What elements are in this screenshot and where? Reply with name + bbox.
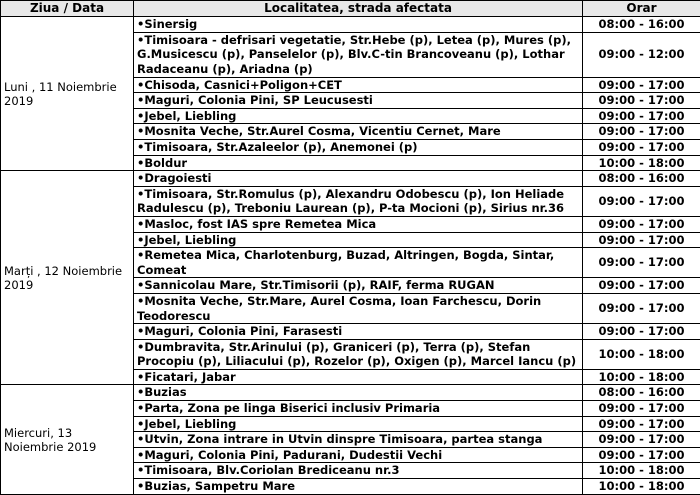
location-cell: •Utvin, Zona intrare in Utvin dinspre Timisoara, partea stanga xyxy=(134,432,583,448)
time-cell: 09:00 - 17:00 xyxy=(583,401,700,417)
table-row xyxy=(1,17,700,33)
location-cell: •Dragoiesti xyxy=(134,171,583,187)
table-body xyxy=(1,17,700,495)
time-cell: 09:00 - 17:00 xyxy=(583,93,700,109)
header-row xyxy=(1,1,700,17)
location-cell: •Maguri, Colonia Pini, Farasesti xyxy=(134,324,583,340)
location-cell: •Timisoara, Blv.Coriolan Brediceanu nr.3 xyxy=(134,463,583,479)
time-cell: 10:00 - 18:00 xyxy=(583,155,700,171)
day-cell: Miercuri, 13 Noiembrie 2019 xyxy=(1,385,134,494)
location-cell: •Timisoara, Str.Azaleelor (p), Anemonei (p) xyxy=(134,139,583,155)
location-cell: •Jebel, Liebling xyxy=(134,232,583,248)
location-cell: •Timisoara - defrisari vegetatie, Str.Hebe (p), Letea (p), Mures (p), G.Musicescu (p), Panselelor (p), Blv.C-tin Brancoveanu (p), Lothar Radaceanu (p), Ariadna (p) xyxy=(134,32,583,77)
time-cell: 09:00 - 17:00 xyxy=(583,232,700,248)
header-day: Ziua / Data xyxy=(1,1,134,17)
location-cell: •Maguri, Colonia Pini, Padurani, Dudestii Vechi xyxy=(134,447,583,463)
time-cell: 09:00 - 17:00 xyxy=(583,139,700,155)
time-cell: 09:00 - 12:00 xyxy=(583,32,700,77)
location-cell: •Maguri, Colonia Pini, SP Leucusesti xyxy=(134,93,583,109)
table-header xyxy=(1,1,700,17)
day-cell: Luni , 11 Noiembrie 2019 xyxy=(1,17,134,171)
location-cell: •Chisoda, Casnici+Poligon+CET xyxy=(134,77,583,93)
table-row xyxy=(1,385,700,401)
time-cell: 09:00 - 17:00 xyxy=(583,186,700,216)
location-cell: •Jebel, Liebling xyxy=(134,416,583,432)
time-cell: 09:00 - 17:00 xyxy=(583,416,700,432)
day-cell: Marți , 12 Noiembrie 2019 xyxy=(1,171,134,385)
location-cell: •Mosnita Veche, Str.Mare, Aurel Cosma, Ioan Farchescu, Dorin Teodorescu xyxy=(134,293,583,323)
location-cell: •Sannicolau Mare, Str.Timisorii (p), RAIF, ferma RUGAN xyxy=(134,278,583,294)
time-cell: 10:00 - 18:00 xyxy=(583,369,700,385)
time-cell: 09:00 - 17:00 xyxy=(583,447,700,463)
time-cell: 08:00 - 16:00 xyxy=(583,385,700,401)
location-cell: •Ficatari, Jabar xyxy=(134,369,583,385)
time-cell: 10:00 - 18:00 xyxy=(583,479,700,495)
time-cell: 10:00 - 18:00 xyxy=(583,463,700,479)
header-location: Localitatea, strada afectata xyxy=(134,1,583,17)
location-cell: •Dumbravita, Str.Arinului (p), Graniceri (p), Terra (p), Stefan Procopiu (p), Liliacului (p), Rozelor (p), Oxigen (p), Marcel Iancu (p) xyxy=(134,339,583,369)
time-cell: 09:00 - 17:00 xyxy=(583,432,700,448)
location-cell: •Parta, Zona pe linga Biserici inclusiv Primaria xyxy=(134,401,583,417)
location-cell: •Timisoara, Str.Romulus (p), Alexandru Odobescu (p), Ion Heliade Radulescu (p), Treboniu Laurean (p), P-ta Mocioni (p), Sirius nr.36 xyxy=(134,186,583,216)
time-cell: 10:00 - 18:00 xyxy=(583,339,700,369)
time-cell: 09:00 - 17:00 xyxy=(583,278,700,294)
location-cell: •Masloc, fost IAS spre Remetea Mica xyxy=(134,216,583,232)
location-cell: •Buzias, Sampetru Mare xyxy=(134,479,583,495)
time-cell: 08:00 - 16:00 xyxy=(583,171,700,187)
location-cell: •Boldur xyxy=(134,155,583,171)
location-cell: •Buzias xyxy=(134,385,583,401)
time-cell: 09:00 - 17:00 xyxy=(583,124,700,140)
time-cell: 09:00 - 17:00 xyxy=(583,324,700,340)
location-cell: •Jebel, Liebling xyxy=(134,108,583,124)
time-cell: 09:00 - 17:00 xyxy=(583,293,700,323)
time-cell: 09:00 - 17:00 xyxy=(583,216,700,232)
location-cell: •Mosnita Veche, Str.Aurel Cosma, Vicentiu Cernet, Mare xyxy=(134,124,583,140)
time-cell: 08:00 - 16:00 xyxy=(583,17,700,33)
location-cell: •Sinersig xyxy=(134,17,583,33)
header-time: Orar xyxy=(583,1,700,17)
time-cell: 09:00 - 17:00 xyxy=(583,108,700,124)
time-cell: 09:00 - 17:00 xyxy=(583,248,700,278)
time-cell: 09:00 - 17:00 xyxy=(583,77,700,93)
location-cell: •Remetea Mica, Charlotenburg, Buzad, Altringen, Bogda, Sintar, Comeat xyxy=(134,248,583,278)
table-row xyxy=(1,171,700,187)
